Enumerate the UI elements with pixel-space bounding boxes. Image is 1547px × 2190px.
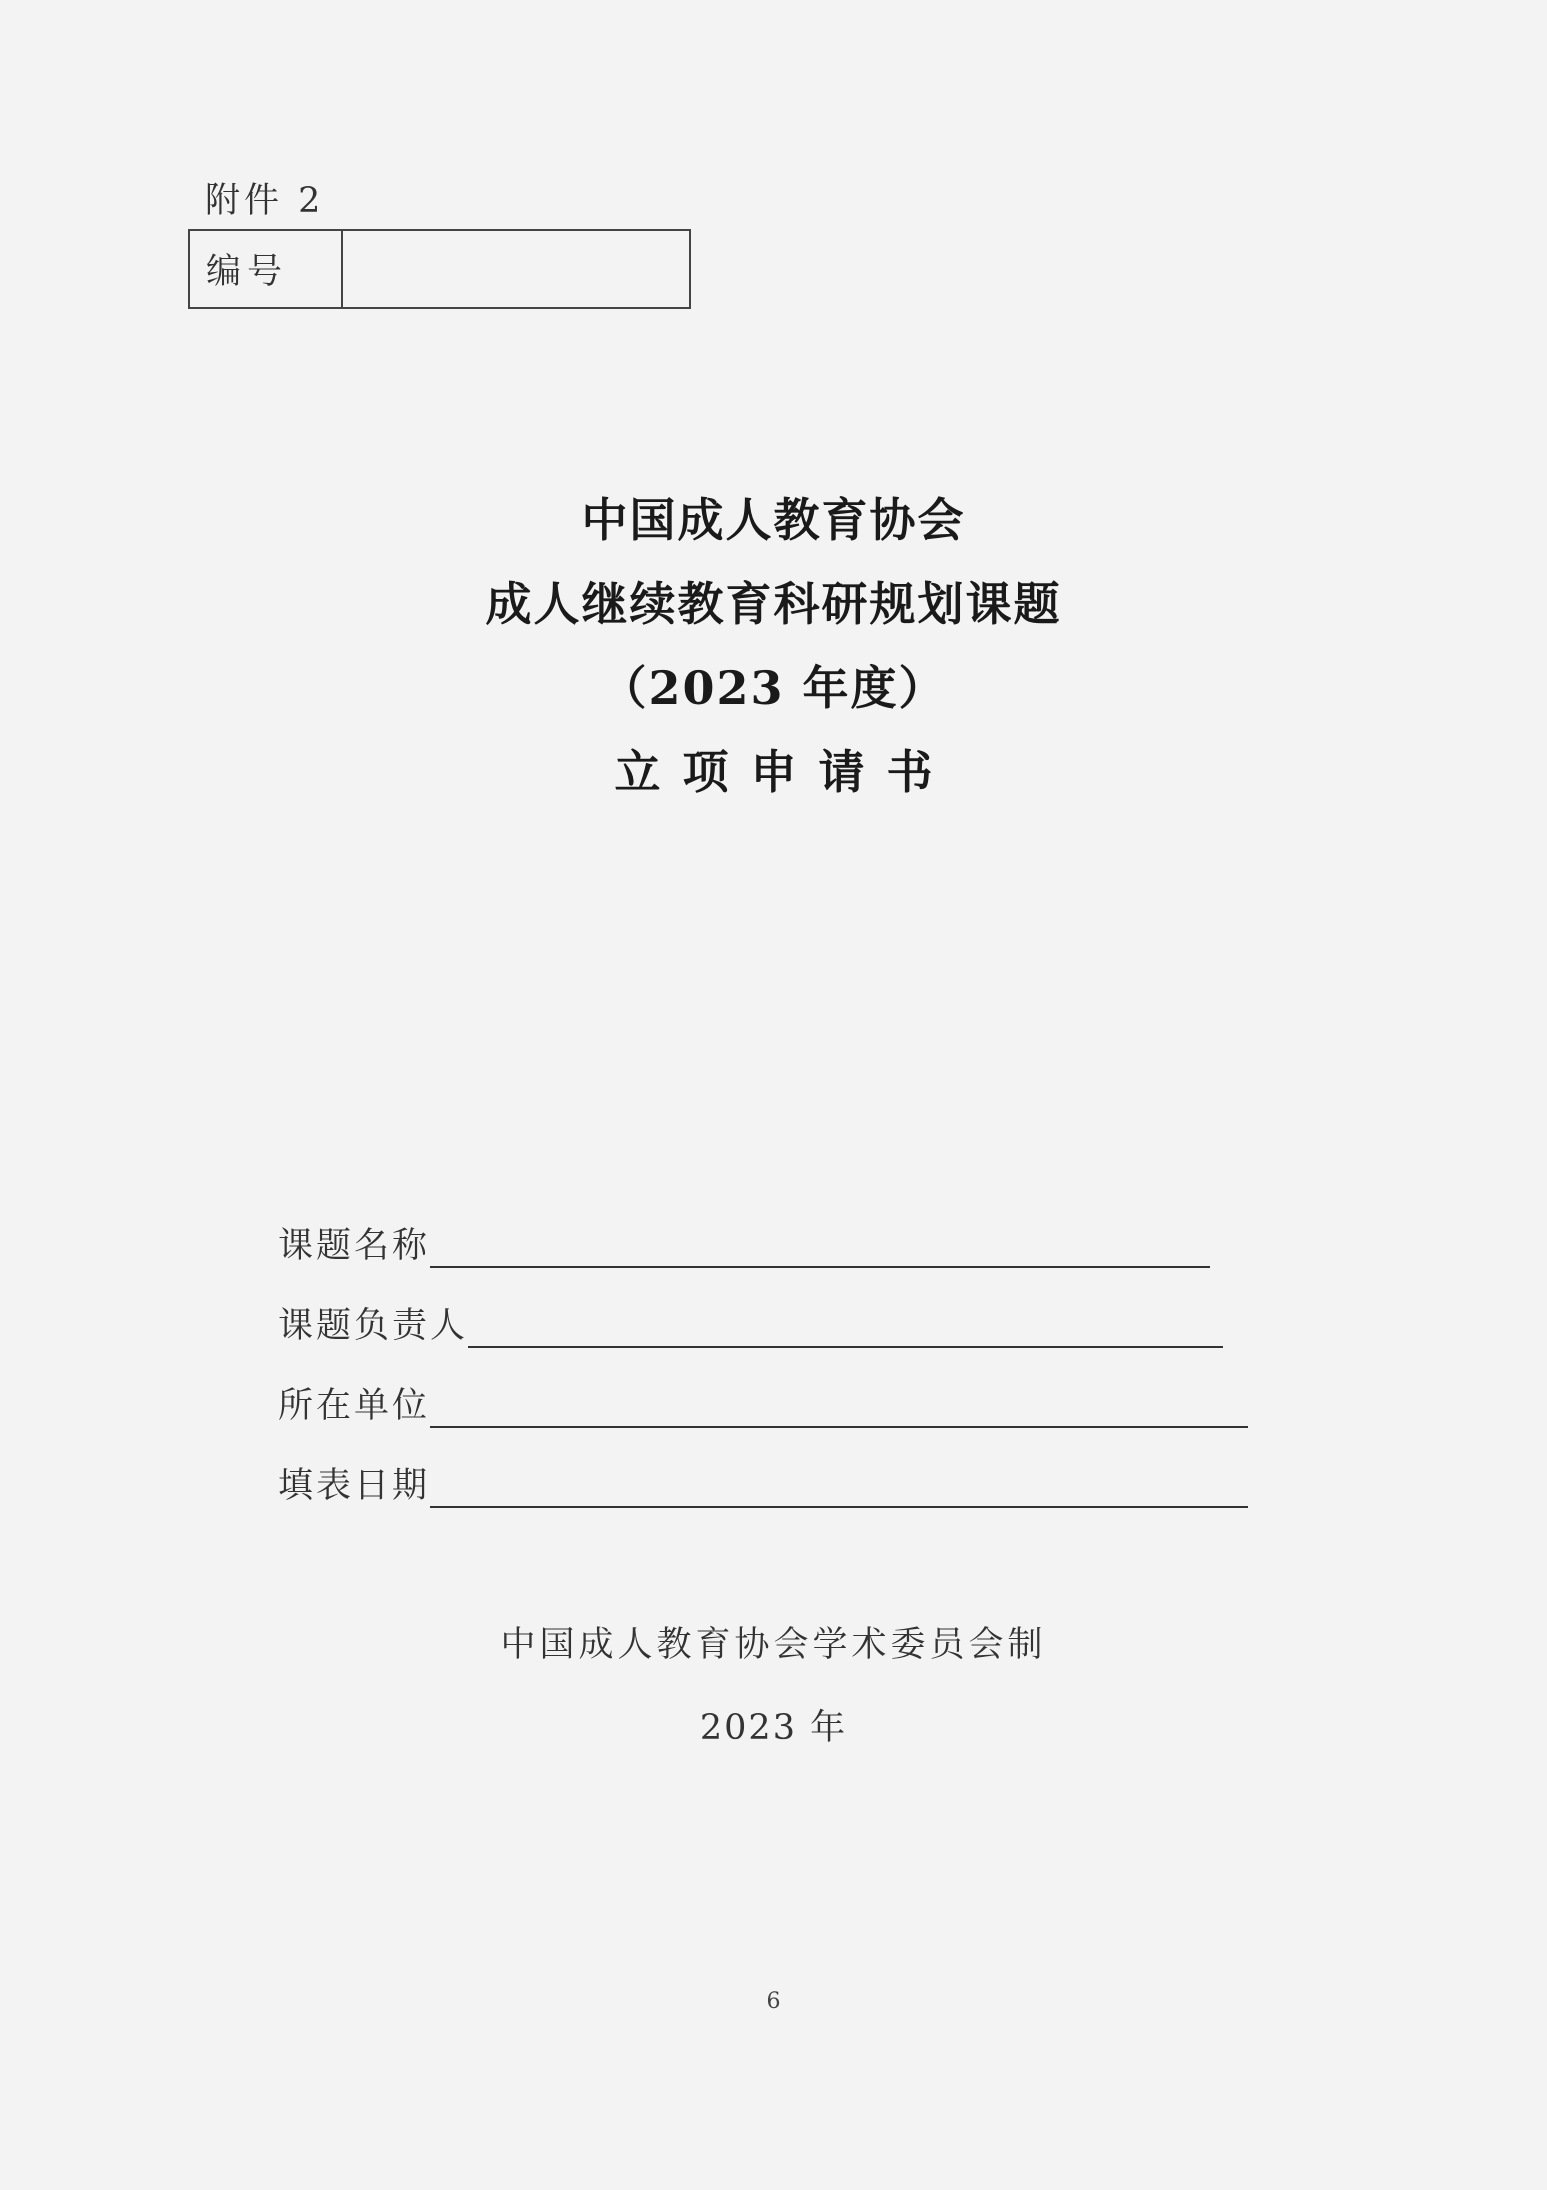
field-project-name-line[interactable] [430, 1266, 1210, 1268]
field-organization-label: 所在单位 [278, 1386, 431, 1426]
field-organization-line[interactable] [430, 1426, 1248, 1428]
code-box [188, 229, 691, 309]
field-project-leader-line[interactable] [468, 1346, 1223, 1348]
title-block [0, 478, 1547, 814]
title-document-type: 立项申请书 [614, 745, 955, 799]
title-year: （2023 年度） [600, 661, 947, 715]
title-program: 成人继续教育科研规划课题 [485, 577, 1062, 631]
code-value-field[interactable] [343, 231, 689, 307]
field-project-leader [278, 1288, 1223, 1348]
title-organization: 中国成人教育协会 [581, 493, 966, 547]
issuer-text: 中国成人教育协会学术委员会制 [500, 1625, 1047, 1665]
field-organization [278, 1368, 1248, 1428]
page-number: 6 [766, 1989, 781, 2014]
issue-year: 2023 年 [699, 1708, 848, 1748]
field-project-leader-label: 课题负责人 [278, 1306, 469, 1346]
field-fill-date-label: 填表日期 [278, 1466, 431, 1506]
field-fill-date [278, 1448, 1248, 1508]
field-project-name [278, 1208, 1210, 1268]
code-label: 编号 [190, 231, 343, 307]
attachment-label: 附件 2 [205, 181, 325, 221]
field-fill-date-line[interactable] [430, 1506, 1248, 1508]
field-project-name-label: 课题名称 [278, 1226, 431, 1266]
